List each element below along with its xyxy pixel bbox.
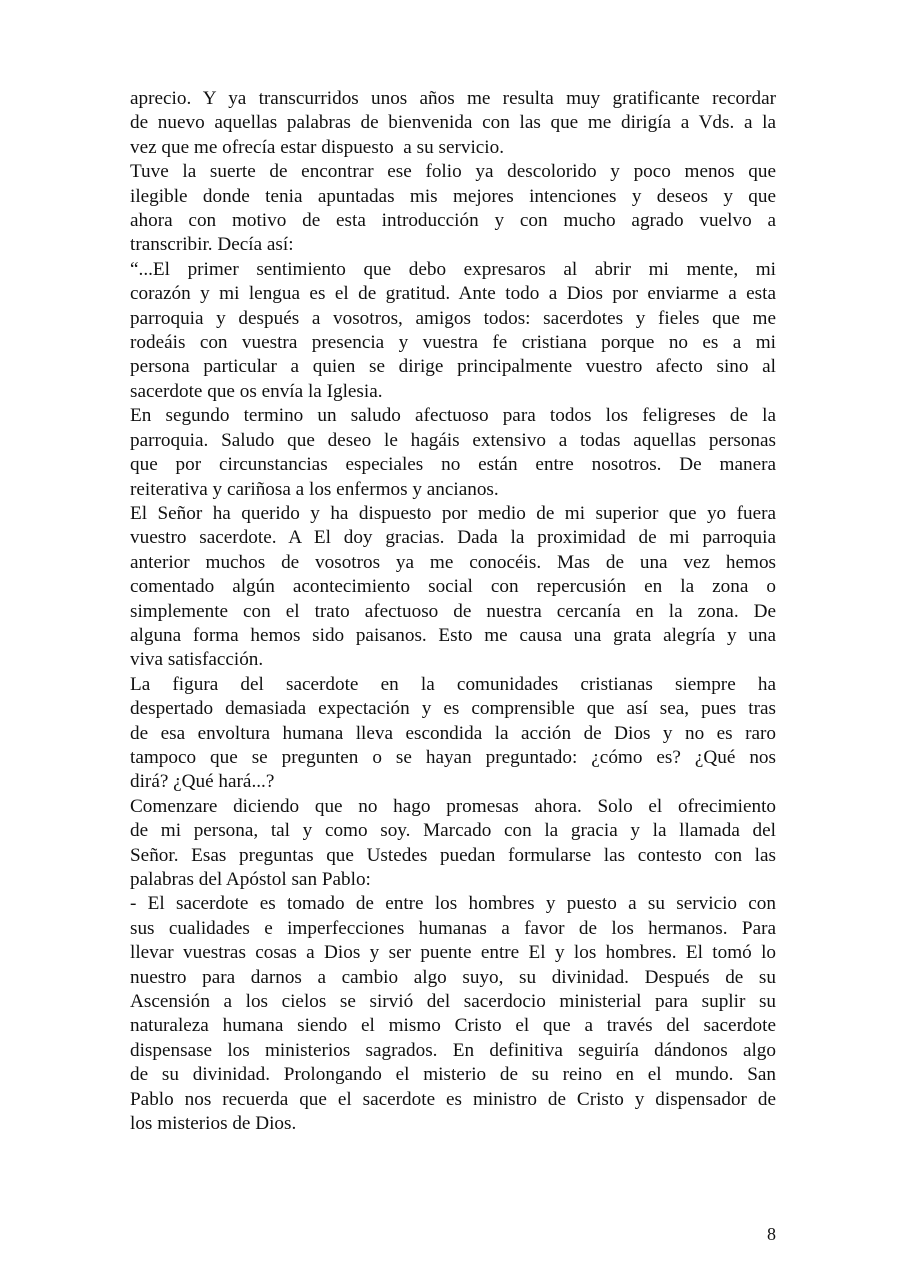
text-line: ilegible donde tenia apuntadas mis mejores intenciones y deseos y que bbox=[130, 185, 776, 207]
text-line: transcribir. Decía así: bbox=[130, 234, 294, 256]
text-line: sacerdote que os envía la Iglesia. bbox=[130, 380, 383, 402]
paragraph bbox=[130, 502, 776, 673]
text-line: de nuevo aquellas palabras de bienvenida con las que me dirigía a Vds. a la bbox=[130, 112, 776, 134]
paragraph bbox=[130, 404, 776, 502]
text-line: Pablo nos recuerda que el sacerdote es ministro de Cristo y dispensador de bbox=[130, 1088, 776, 1110]
text-line: - El sacerdote es tomado de entre los hombres y puesto a su servicio con bbox=[130, 893, 776, 915]
text-line: los misterios de Dios. bbox=[130, 1113, 297, 1135]
text-line: que por circunstancias especiales no están entre nosotros. De manera bbox=[130, 454, 776, 476]
text-line: Comenzare diciendo que no hago promesas ahora. Solo el ofrecimiento bbox=[130, 795, 776, 817]
text-line: persona particular a quien se dirige principalmente vuestro afecto sino al bbox=[130, 356, 776, 378]
text-line: anterior muchos de vosotros ya me conocéis. Mas de una vez hemos bbox=[130, 551, 776, 573]
text-line: palabras del Apóstol san Pablo: bbox=[130, 869, 371, 890]
text-line: sus cualidades e imperfecciones humanas a favor de los hermanos. Para bbox=[130, 917, 776, 939]
text-line: dispensase los ministerios sagrados. En definitiva seguiría dándonos algo bbox=[130, 1039, 776, 1061]
text-line: de su divinidad. Prolongando el misterio de su reino en el mundo. San bbox=[130, 1064, 776, 1086]
text-line: “...El primer sentimiento que debo expresaros al abrir mi mente, mi bbox=[130, 258, 776, 280]
paragraph bbox=[130, 87, 776, 160]
text-line: de mi persona, tal y como soy. Marcado con la gracia y la llamada del bbox=[130, 820, 776, 842]
text-line: rodeáis con vuestra presencia y vuestra fe cristiana porque no es a mi bbox=[130, 332, 776, 354]
text-line: comentado algún acontecimiento social con repercusión en la zona o bbox=[130, 576, 776, 598]
paragraph bbox=[130, 160, 776, 258]
text-line: nuestro para darnos a cambio algo suyo, su divinidad. Después de su bbox=[130, 966, 776, 988]
text-line: aprecio. Y ya transcurridos unos años me resulta muy gratificante recordar bbox=[130, 88, 776, 109]
text-line: Señor. Esas preguntas que Ustedes puedan formularse las contesto con las bbox=[130, 844, 776, 866]
body-text bbox=[130, 87, 776, 1136]
text-line: de esa envoltura humana lleva escondida la acción de Dios y no es raro bbox=[130, 722, 776, 744]
text-line: alguna forma hemos sido paisanos. Esto me causa una grata alegría y una bbox=[130, 624, 776, 646]
text-line: Tuve la suerte de encontrar ese folio ya descolorido y poco menos que bbox=[130, 161, 776, 183]
text-line: llevar vuestras cosas a Dios y ser puente entre El y los hombres. El tomó lo bbox=[130, 942, 776, 964]
text-line: ahora con motivo de esta introducción y con mucho agrado vuelvo a bbox=[130, 210, 776, 232]
paragraph bbox=[130, 673, 776, 795]
text-line: corazón y mi lengua es el de gratitud. Ante todo a Dios por enviarme a esta bbox=[130, 283, 776, 305]
paragraph bbox=[130, 258, 776, 404]
page-number: 8 bbox=[767, 1224, 776, 1244]
text-line: simplemente con el trato afectuoso de nuestra cercanía en la zona. De bbox=[130, 600, 776, 622]
paragraph bbox=[130, 795, 776, 893]
text-line: El Señor ha querido y ha dispuesto por medio de mi superior que yo fuera bbox=[130, 502, 776, 524]
text-line: parroquia. Saludo que deseo le hagáis extensivo a todas aquellas personas bbox=[130, 429, 776, 451]
text-line: reiterativa y cariñosa a los enfermos y ancianos. bbox=[130, 478, 499, 500]
text-line: En segundo termino un saludo afectuoso para todos los feligreses de la bbox=[130, 405, 776, 427]
text-line: vez que me ofrecía estar dispuesto a su servicio. bbox=[130, 136, 505, 158]
text-line: dirá? ¿Qué hará...? bbox=[130, 771, 275, 793]
text-line: Ascensión a los cielos se sirvió del sacerdocio ministerial para suplir su bbox=[130, 991, 776, 1013]
text-line: parroquia y después a vosotros, amigos todos: sacerdotes y fieles que me bbox=[130, 307, 776, 329]
text-line: naturaleza humana siendo el mismo Cristo el que a través del sacerdote bbox=[130, 1015, 776, 1037]
text-line: despertado demasiada expectación y es comprensible que así sea, pues tras bbox=[130, 698, 776, 720]
text-line: tampoco que se pregunten o se hayan preguntado: ¿cómo es? ¿Qué nos bbox=[130, 746, 776, 768]
text-line: La figura del sacerdote en la comunidades cristianas siempre ha bbox=[130, 673, 776, 695]
paragraph bbox=[130, 892, 776, 1136]
text-line: viva satisfacción. bbox=[130, 649, 264, 671]
text-line: vuestro sacerdote. A El doy gracias. Dada la proximidad de mi parroquia bbox=[130, 527, 776, 549]
